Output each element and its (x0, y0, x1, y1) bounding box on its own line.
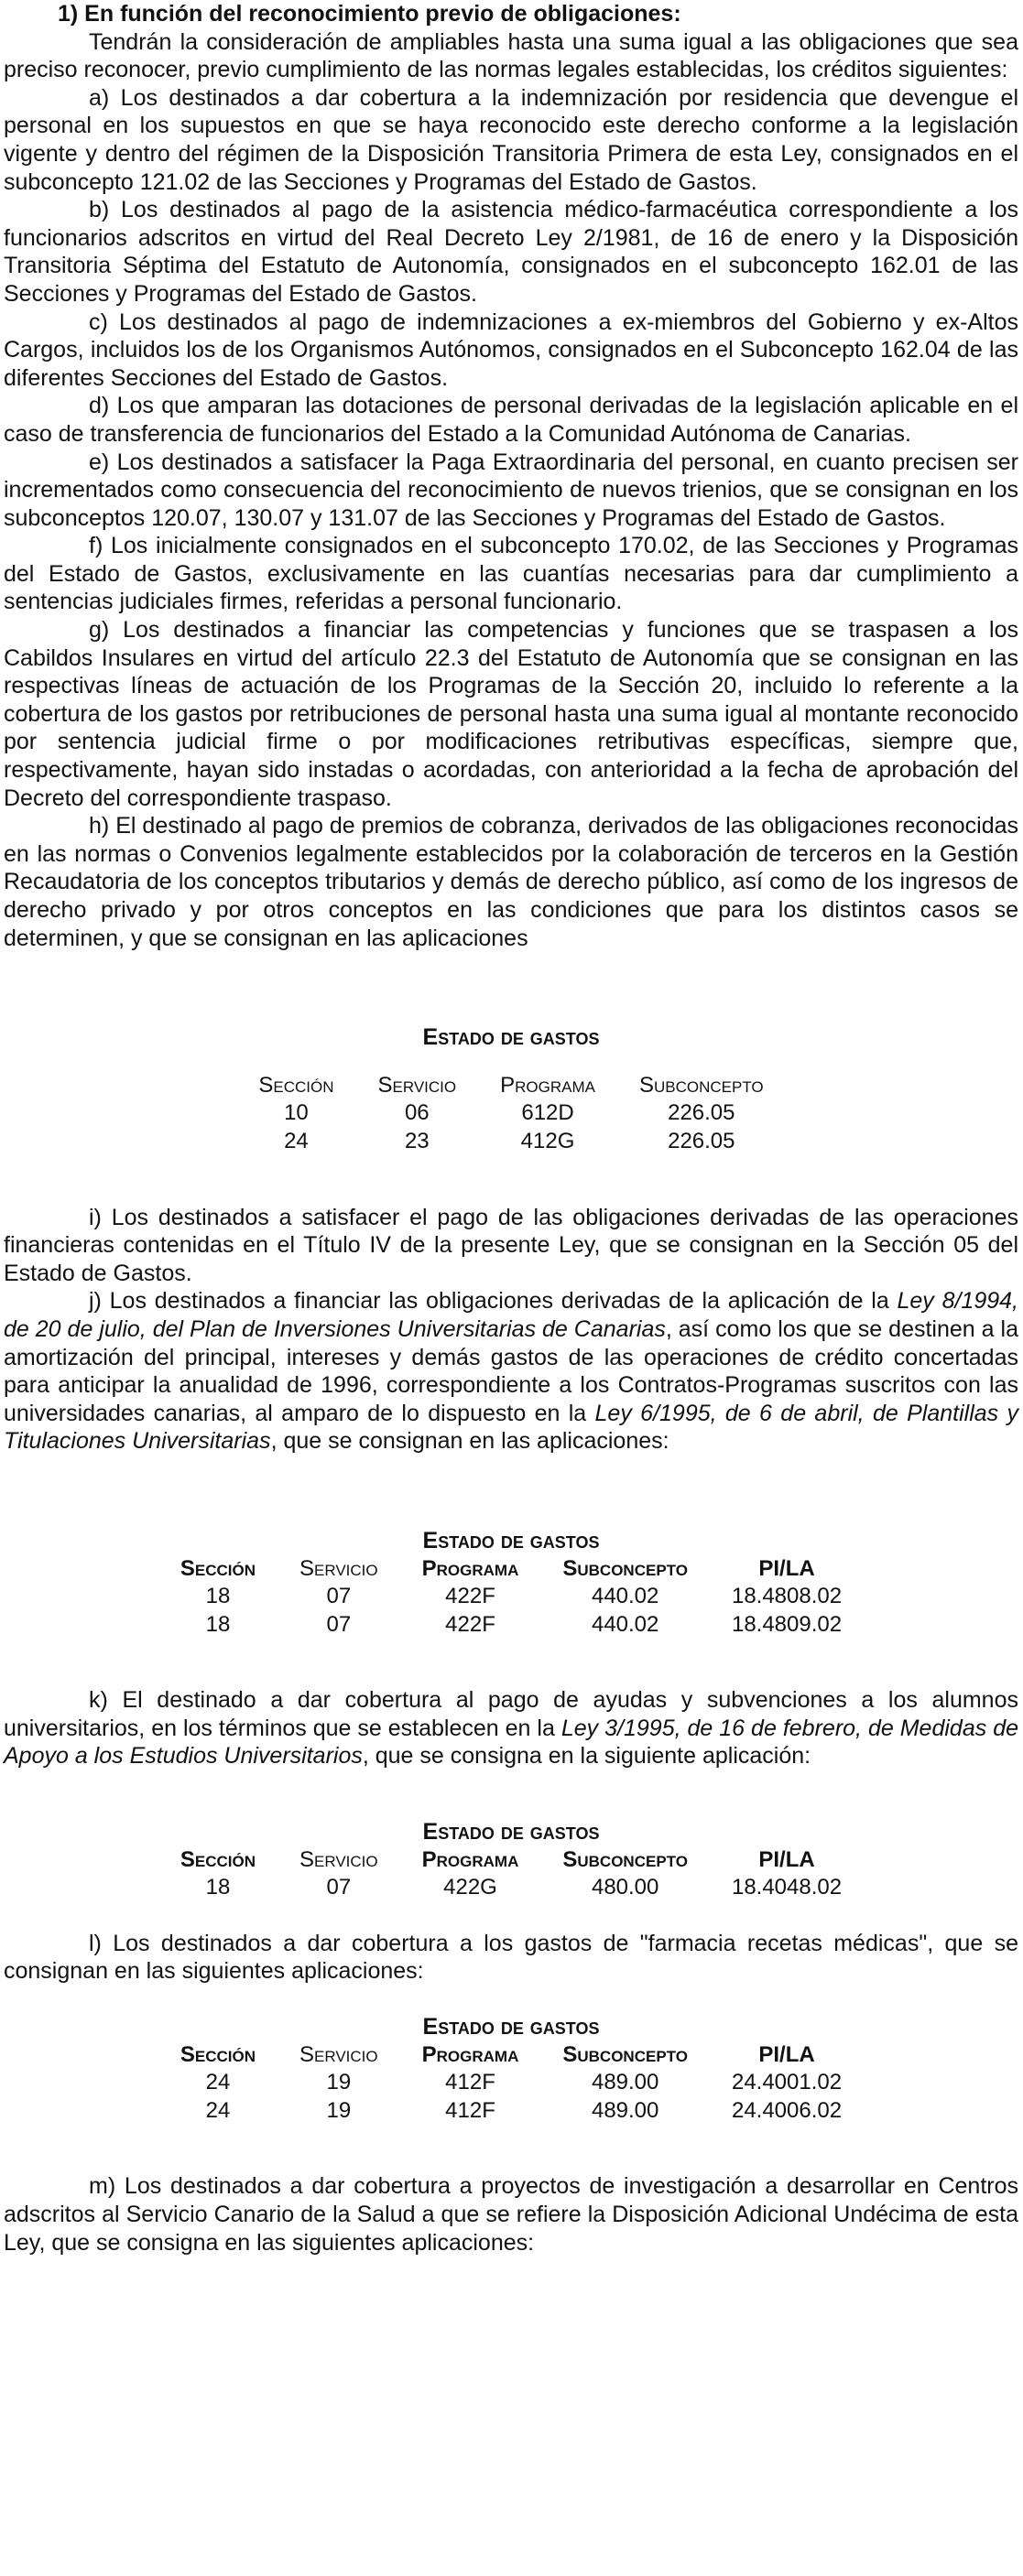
col-header-seccion: Sección (180, 2041, 256, 2067)
col-header-subconcepto: Subconcepto (562, 1846, 688, 1872)
item-g: g) Los destinados a financiar las competencias y funciones que se traspasen a los Cabildos Insulares en virtud del artículo 22.3 del Estatuto de Autonomía que se consignan en las respectivas líneas de actuación de los Programas de la Sección 20, incluido lo referente a la cobertura de los gastos por retribuciones de personal hasta una suma igual al montante reconocido por sentencia judicial firme o por modificaciones retributivas específicas, siempre que, respectivamente, hayan sido instadas o acordadas, con anterioridad a la fecha de aprobación del Decreto del correspondiente traspaso. (4, 617, 1018, 811)
table-cell: 10 (284, 1100, 309, 1126)
item-e: e) Los destinados a satisfacer la Paga Extraordinaria del personal, en cuanto precisen ser incrementados como consecuencia del reconocimiento de nuevos trienios, que se consignan en los subconceptos 120.07, 130.07 y 131.07 de las Secciones y Programas del Estado de Gastos. (4, 449, 1018, 531)
col-header-servicio: Servicio (377, 1072, 457, 1098)
table-cell: 226.05 (668, 1128, 735, 1153)
table-cell: 412G (520, 1128, 575, 1153)
table-cell: 06 (404, 1100, 430, 1126)
table-cell: 24 (205, 2070, 231, 2095)
table-cell: 422G (443, 1875, 497, 1900)
table-cell: 18 (205, 1584, 231, 1609)
table-cell: 24.4006.02 (731, 2097, 843, 2123)
table-cell: 412F (445, 2097, 495, 2123)
document-page (4, 0, 1018, 2257)
col-header-servicio: Servicio (299, 2041, 378, 2067)
table-cell: 07 (326, 1611, 352, 1637)
table-title: Estado de gastos (422, 1819, 600, 1845)
item-m: m) Los destinados a dar cobertura a proyectos de investigación a desarrollar en Centros adscritos al Servicio Canario de la Salud a que se refiere la Disposición Adicional Undécima de esta Ley, que se consigna en las siguientes aplicaciones: (4, 2173, 1018, 2256)
col-header-seccion: Sección (180, 1846, 256, 1872)
table-k-block (4, 1818, 1018, 1902)
table-row (236, 1099, 785, 1128)
table-cell: 440.02 (591, 1611, 659, 1637)
item-j-text: j) Los destinados a financiar las obligaciones derivadas de la aplicación de la (89, 1288, 898, 1315)
table-row (158, 1874, 864, 1902)
col-header-subconcepto: Subconcepto (638, 1072, 764, 1098)
section-heading: 1) En función del reconocimiento previo de obligaciones: (58, 1, 681, 27)
col-header-programa: Programa (421, 1846, 519, 1872)
item-j (4, 1287, 1018, 1456)
table-cell: 18.4048.02 (731, 1875, 843, 1900)
item-i: i) Los destinados a satisfacer el pago de las obligaciones derivadas de las operaciones financieras contenidas en el Título IV de la presente Ley, que se consignan en la Sección 05 del Estado de Gastos. (4, 1204, 1018, 1286)
expense-table-j (158, 1555, 864, 1640)
table-row (158, 1611, 864, 1640)
law-reference: Ley 3/1995, de 16 de febrero, de Medidas de Apoyo a los Estudios Universitarios (4, 1715, 1018, 1770)
table-cell: 422F (445, 1584, 495, 1609)
table-cell: 18 (205, 1875, 231, 1900)
table-cell: 07 (326, 1584, 352, 1609)
col-header-seccion: Sección (180, 1555, 256, 1581)
table-cell: 19 (326, 2097, 352, 2123)
col-header-programa: Programa (500, 1072, 595, 1098)
table-l-block (4, 2013, 1018, 2125)
table-title: Estado de gastos (422, 1024, 600, 1051)
expense-table-k (158, 1846, 864, 1902)
table-cell: 226.05 (668, 1100, 735, 1126)
item-d: d) Los que amparan las dotaciones de personal derivadas de la legislación aplicable en el caso de transferencia de funcionarios del Estado a la Comunidad Autónoma de Canarias. (4, 393, 1018, 447)
col-header-programa: Programa (421, 2041, 519, 2067)
table-row (158, 1583, 864, 1611)
table-cell: 18.4809.02 (731, 1611, 843, 1637)
col-header-programa: Programa (421, 1555, 519, 1581)
item-b: b) Los destinados al pago de la asistencia médico-farmacéutica correspondiente a los funcionarios adscritos en virtud del Real Decreto Ley 2/1981, de 16 de enero y la Disposición Transitoria Séptima del Estatuto de Autonomía, consignados en el subconcepto 162.01 de las Secciones y Programas del Estado de Gastos. (4, 197, 1018, 307)
law-reference: Ley 8/1994, de 20 de julio, del Plan de Inversiones Universitarias de Canarias (4, 1288, 1018, 1342)
item-h: h) El destinado al pago de premios de cobranza, derivados de las obligaciones reconocidas en las normas o Convenios legalmente establecidos por la colaboración de terceros en la Gestión Recaudatoria de los conceptos tributarios y demás de derecho público, así como de los ingresos de derecho privado y por otros conceptos en las condiciones que para los distintos casos se determinen, y que se consignan en las aplicaciones (4, 813, 1018, 951)
table-row (158, 2069, 864, 2097)
col-header-pila: PI/LA (758, 1846, 815, 1872)
col-header-pila: PI/LA (758, 2041, 815, 2067)
col-header-servicio: Servicio (299, 1555, 378, 1581)
table-cell: 24.4001.02 (731, 2070, 843, 2095)
item-c: c) Los destinados al pago de indemnizaciones a ex-miembros del Gobierno y ex-Altos Cargos, incluidos los de los Organismos Autónomos, consignados en el Subconcepto 162.04 de las diferentes Secciones del Estado de Gastos. (4, 308, 1018, 391)
item-k-text: k) El destinado a dar cobertura al pago de ayudas y subvenciones a los alumnos universitarios, en los términos que se establecen en la (4, 1687, 1018, 1741)
col-header-subconcepto: Subconcepto (562, 1555, 688, 1581)
table-cell: 440.02 (591, 1584, 659, 1609)
col-header-pila: PI/LA (758, 1555, 815, 1581)
table-cell: 07 (326, 1875, 352, 1900)
intro-paragraph: Tendrán la consideración de ampliables hasta una suma igual a las obligaciones que sea preciso reconocer, previo cumplimiento de las normas legales establecidas, los créditos siguientes: (4, 28, 1018, 83)
table-j-block (4, 1527, 1018, 1639)
item-a: a) Los destinados a dar cobertura a la indemnización por residencia que devengue el personal en los supuestos en que se haya reconocido este derecho conforme a la legislación vigente y dentro del régimen de la Disposición Transitoria Primera de esta Ley, consignados en el subconcepto 121.02 de las Secciones y Programas del Estado de Gastos. (4, 84, 1018, 195)
table-h-block (4, 1023, 1018, 1155)
col-header-servicio: Servicio (299, 1846, 378, 1872)
table-cell: 612D (521, 1100, 574, 1126)
item-k-text: , que se consigna en la siguiente aplicación: (362, 1743, 811, 1770)
col-header-seccion: Sección (258, 1072, 334, 1098)
expense-table-l (158, 2041, 864, 2126)
table-cell: 24 (205, 2097, 231, 2123)
col-header-subconcepto: Subconcepto (562, 2041, 688, 2067)
table-cell: 23 (404, 1128, 430, 1153)
table-cell: 489.00 (591, 2070, 659, 2095)
table-row (158, 2097, 864, 2126)
table-cell: 24 (284, 1128, 309, 1153)
item-j-text: , así como los que se destinen a la amortización del principal, intereses y demás gastos de las operaciones de crédito concertadas para anticipar la anualidad de 1996, correspondiente a los Contratos-Programas suscritos con las universidades canarias, al amparo de lo dispuesto en la (4, 1315, 1018, 1426)
item-f: f) Los inicialmente consignados en el subconcepto 170.02, de las Secciones y Programas del Estado de Gastos, exclusivamente en las cuantías necesarias para dar cumplimiento a sentencias judiciales firmes, referidas a personal funcionario. (4, 533, 1018, 615)
table-cell: 480.00 (591, 1875, 659, 1900)
table-cell: 18 (205, 1611, 231, 1637)
table-cell: 18.4808.02 (731, 1584, 843, 1609)
law-reference: Ley 6/1995, de 6 de abril, de Plantillas y Titulaciones Universitarias (4, 1400, 1018, 1455)
table-cell: 489.00 (591, 2097, 659, 2123)
table-cell: 19 (326, 2070, 352, 2095)
table-title: Estado de gastos (422, 1527, 600, 1553)
table-title: Estado de gastos (422, 2014, 600, 2040)
table-cell: 422F (445, 1611, 495, 1637)
expense-table-h (236, 1072, 785, 1156)
item-k (4, 1686, 1018, 1770)
table-cell: 412F (445, 2070, 495, 2095)
item-l: l) Los destinados a dar cobertura a los gastos de "farmacia recetas médicas", que se consignan en las siguientes aplicaciones: (4, 1930, 1018, 1985)
table-row (236, 1128, 785, 1156)
item-j-text: , que se consignan en las aplicaciones: (270, 1428, 669, 1455)
